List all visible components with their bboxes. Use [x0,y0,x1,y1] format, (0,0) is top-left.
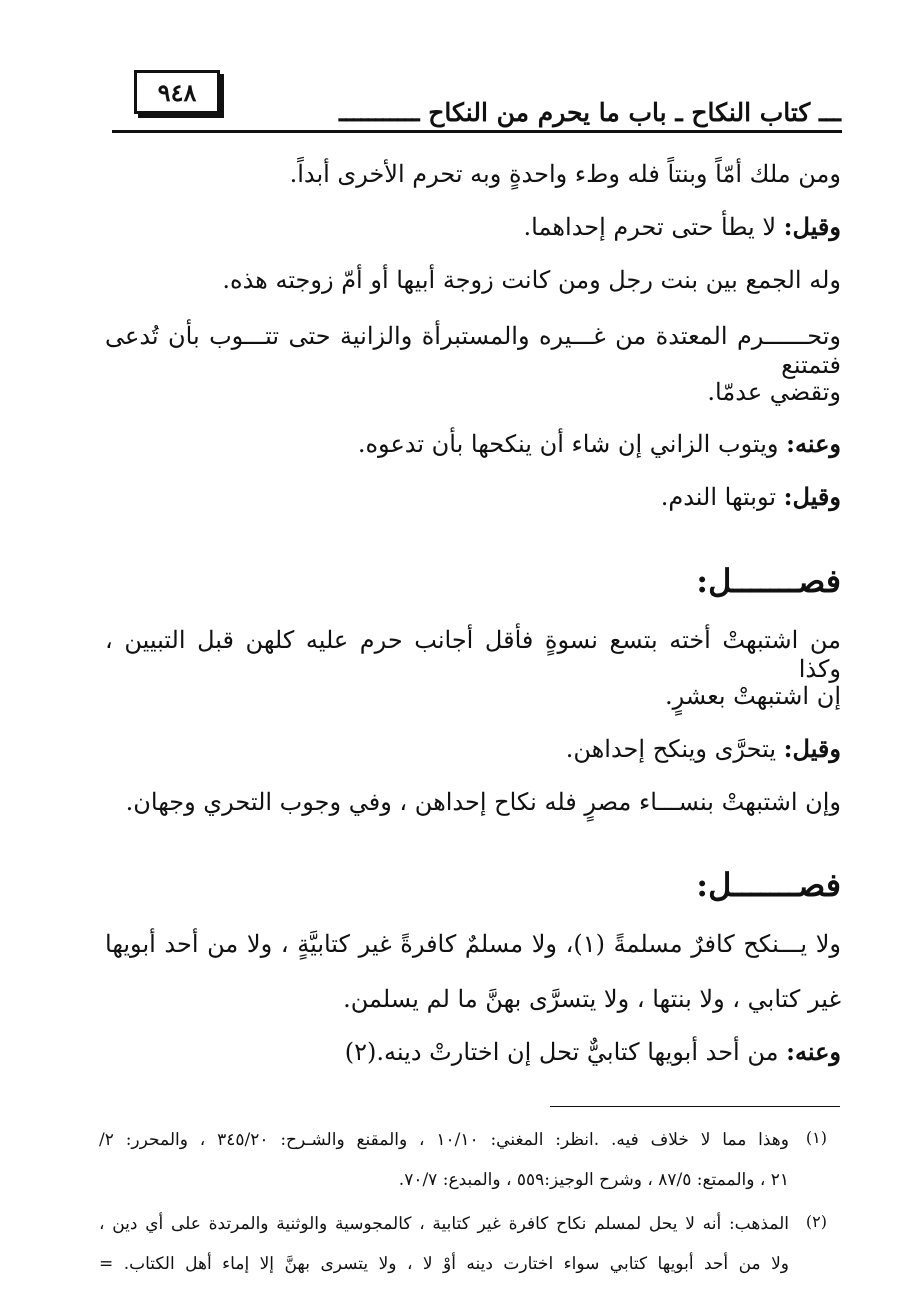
running-header-title: ـــ كتاب النكاح ـ باب ما يحرم من النكاح ـــــــــــ [338,98,841,127]
paragraph-6 [105,430,841,459]
section-heading: فصـــــــل: [696,866,841,904]
paragraph-text: من اشتبهتْ أخته بتسع نسوةٍ فأقل أجانب حرم عليه كلهن قبل التبيين ، وكذا [105,626,841,683]
paragraph-label: وعنه: [786,1037,841,1066]
paragraph-text: غير كتابي ، ولا بنتها ، ولا يتسرَّى بهنَّ ما لم يسلمن. [343,985,841,1013]
section-heading: فصـــــــل: [696,562,841,600]
paragraph-label: وقيل: [783,734,841,763]
section2-paragraph-2 [105,985,841,1014]
paragraph-2 [105,213,841,242]
paragraph-7 [105,483,841,512]
paragraph-text: وله الجمع بين بنت رجل ومن كانت زوجة أبيها أو أمّ زوجته هذه. [222,266,841,294]
paragraph-text: وتحــــــرم المعتدة من غـــيره والمستبرأة والزانية حتى تتـــوب بأن تُدعى فتمتنع [105,322,841,379]
section2-paragraph-1 [105,930,841,959]
section1-paragraph-3 [105,735,841,764]
section2-paragraph-3 [105,1038,841,1067]
section1-paragraph-1 [105,626,841,684]
paragraph-text: توبتها الندم. [660,483,784,511]
paragraph-text: لا يطأ حتى تحرم إحداهما. [523,213,784,241]
paragraph-label: وقيل: [783,212,841,241]
paragraph-text: ولا يـــنكح كافرٌ مسلمةً (١)، ولا مسلمٌ كافرةً غير كتابيَّةٍ ، ولا من أحد أبويها [105,930,841,958]
footnote-marker: (١) [805,1128,827,1147]
footnote-1-line-2: ٢١ ، والممتع: ٨٧/٥ ، وشرح الوجيز:٥٥٩ ، والمبدع: ٧٠/٧. [398,1170,789,1190]
paragraph-text: ويتوب الزاني إن شاء أن ينكحها بأن تدعوه. [357,430,787,458]
footnote-1-line-1: وهذا مما لا خلاف فيه. .انظر: المغني: ١٠/١٠ ، والمقنع والشـرح: ٣٤٥/٢٠ ، والمحرر: ٢/ [99,1130,789,1150]
paragraph-text: إن اشتبهتْ بعشرٍ. [665,682,841,710]
footnote-marker: (٢) [805,1212,827,1231]
section1-paragraph-2 [105,682,841,711]
paragraph-label: وعنه: [786,429,841,458]
paragraph-text: ومن ملك أمّاً وبنتاً فله وطء واحدةٍ وبه تحرم الأخرى أبداً. [289,160,841,188]
footnote-2-line-1: المذهب: أنه لا يحل لمسلم نكاح كافرة غير كتابية ، كالمجوسية والوثنية والمرتدة على أي دين ، [99,1214,789,1234]
paragraph-text: من أحد أبويها كتابيٌّ تحل إن اختارتْ دينه.(٢) [344,1038,787,1066]
paragraph-label: وقيل: [783,482,841,511]
paragraph-text: وتقضي عدمّا. [707,378,841,406]
paragraph-text: يتحرَّى وينكح إحداهن. [565,735,784,763]
paragraph-text: وإن اشتبهتْ بنســـاء مصرٍ فله نكاح إحداهن ، وفي وجوب التحري وجهان. [125,788,841,816]
footnote-2-line-2: ولا من أحد أبويها كتابي سواء اختارت دينه أوْ لا ، ولا يتسرى بهنَّ إلا إماء أهل الكتاب. = [99,1254,789,1274]
paragraph-1 [105,160,841,189]
paragraph-3 [105,266,841,295]
section1-paragraph-4 [105,788,841,817]
paragraph-5 [105,378,841,407]
header-rule [112,130,842,133]
footnote-separator [550,1106,840,1107]
page-number: ٩٤٨ [134,70,220,114]
paragraph-4 [105,322,841,380]
